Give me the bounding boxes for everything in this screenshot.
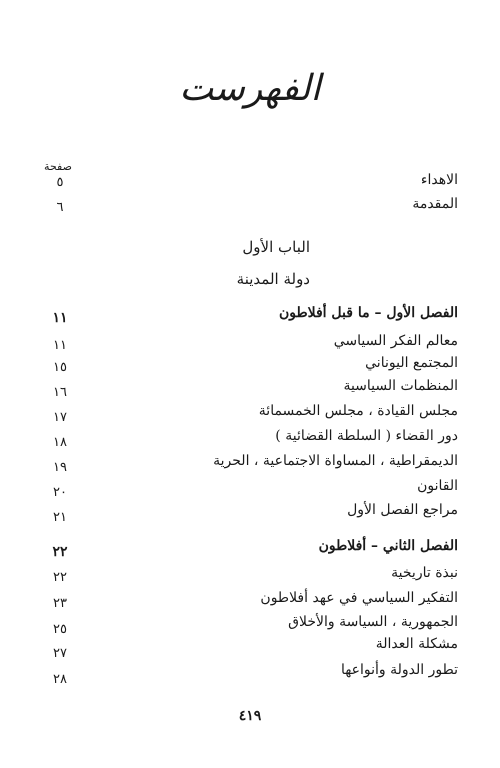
page-title: الفهرست — [179, 68, 321, 109]
toc-entry: مشكلة العدالة — [375, 636, 458, 652]
toc-entry: المنظمات السياسية — [343, 378, 458, 394]
part-subheading: دولة المدينة — [236, 270, 310, 288]
toc-page-number: ١٦ — [53, 385, 67, 400]
toc-entry: مجلس القيادة ، مجلس الخمسمائة — [258, 403, 458, 419]
toc-entry: تطور الدولة وأنواعها — [340, 662, 458, 678]
toc-entry: مراجع الفصل الأول — [347, 502, 458, 518]
toc-entry: دور القضاء ( السلطة القضائية ) — [275, 428, 458, 444]
page-column-header: صفحة — [44, 160, 72, 173]
toc-entry-dedication: الاهداء — [420, 172, 458, 188]
toc-page-number: ١٥ — [53, 360, 67, 375]
toc-page-number: ١١ — [53, 338, 67, 353]
toc-entry: معالم الفكر السياسي — [333, 333, 458, 349]
part-heading: الباب الأول — [242, 238, 310, 256]
toc-page-number: ٢٧ — [53, 646, 67, 661]
toc-page-number: ٢١ — [53, 510, 67, 525]
toc-page-number: ١٧ — [53, 410, 67, 425]
chapter-2-heading-page: ٢٢ — [52, 544, 68, 560]
toc-entry: نبذة تاريخية — [391, 565, 458, 581]
chapter-2-heading: الفصل الثاني – أفلاطون — [318, 538, 458, 554]
toc-entry: المجتمع اليوناني — [365, 355, 458, 371]
toc-page-introduction: ٦ — [56, 200, 64, 215]
toc-page-dedication: ٥ — [56, 175, 64, 190]
toc-page-number: ١٩ — [53, 460, 67, 475]
toc-entry-introduction: المقدمة — [412, 196, 458, 212]
toc-page-number: ٢٣ — [53, 596, 67, 611]
toc-page-number: ٢٨ — [53, 672, 67, 687]
toc-page-number: ٢٥ — [53, 622, 67, 637]
toc-page-number: ١٨ — [53, 435, 67, 450]
folio-page-number: ٤١٩ — [238, 708, 262, 724]
chapter-1-heading-page: ١١ — [52, 310, 68, 326]
toc-entry: الجمهورية ، السياسة والأخلاق — [288, 614, 458, 630]
chapter-1-heading: الفصل الأول – ما قبل أفلاطون — [278, 305, 458, 321]
toc-entry: التفكير السياسي في عهد أفلاطون — [260, 590, 458, 606]
toc-page-number: ٢٢ — [53, 570, 67, 585]
toc-entry: القانون — [417, 478, 458, 494]
toc-page-number: ٢٠ — [53, 485, 67, 500]
toc-entry: الديمقراطية ، المساواة الاجتماعية ، الحرية — [213, 453, 458, 469]
